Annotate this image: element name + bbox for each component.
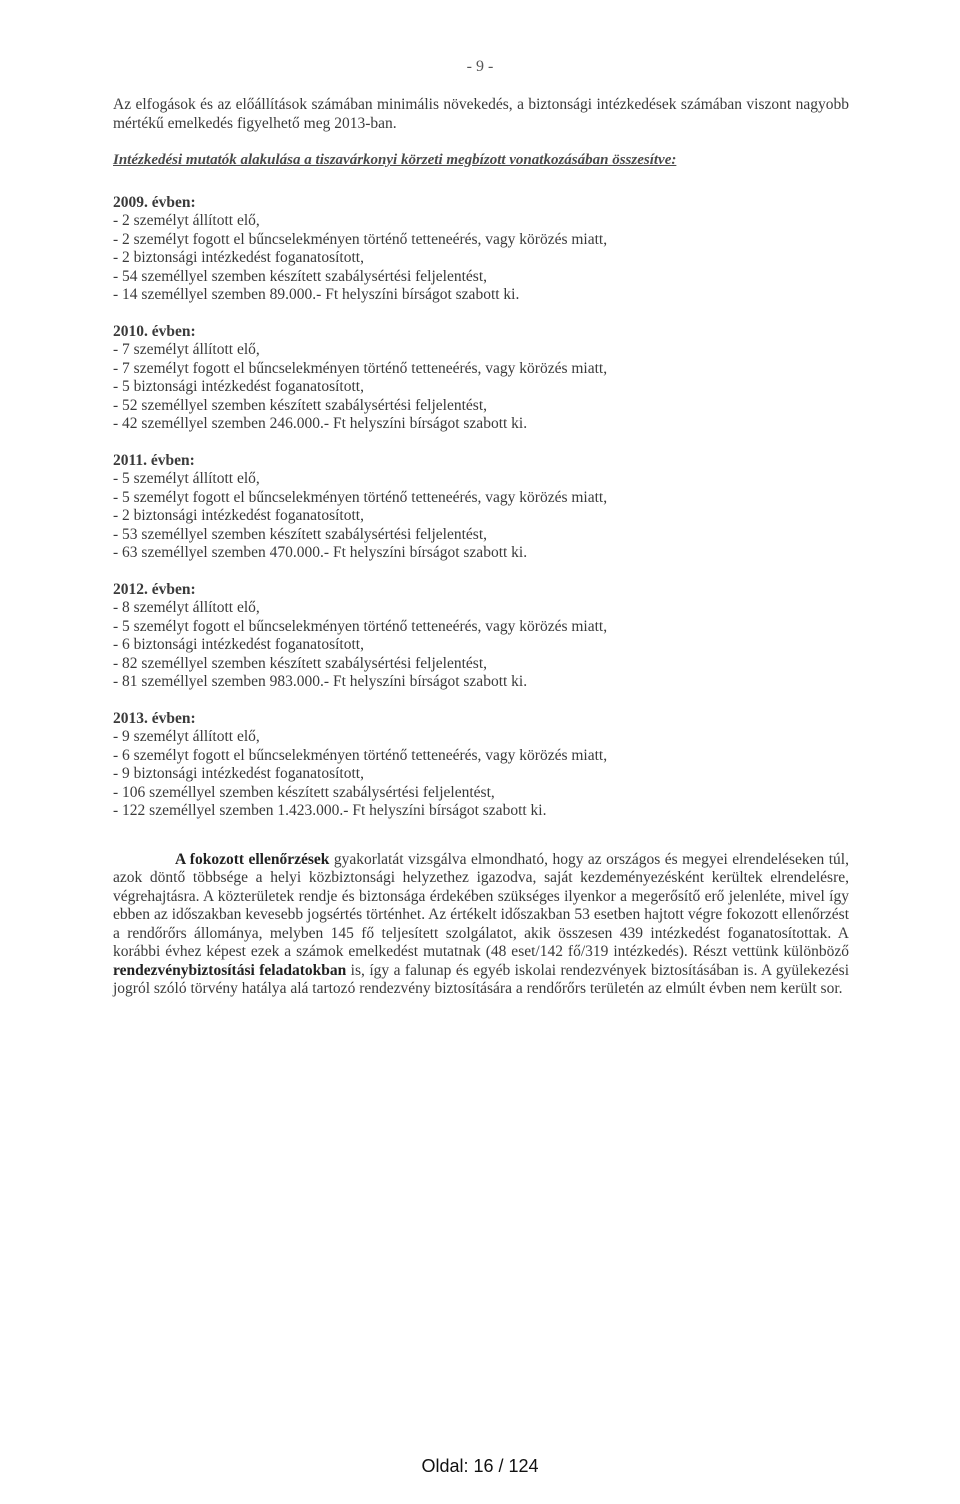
- list-item: - 5 személyt állított elő,: [113, 470, 260, 487]
- year-items: [113, 599, 849, 692]
- list-item: - 8 személyt állított elő,: [113, 599, 260, 616]
- list-item: - 52 személlyel szemben készített szabálysértési feljelentést,: [113, 396, 488, 414]
- year-items: [113, 341, 849, 434]
- year-heading: 2012. évben:: [113, 580, 196, 598]
- list-item: - 82 személlyel szemben készített szabálysértési feljelentést,: [113, 654, 488, 672]
- page-footer: Oldal: 16 / 124: [421, 1456, 539, 1476]
- list-item: - 5 személyt fogott el bűncselekményen történő tetteneérés, vagy körözés miatt,: [113, 617, 608, 635]
- list-item: - 54 személlyel szemben készített szabálysértési feljelentést,: [113, 267, 488, 285]
- list-item: - 122 személlyel szemben 1.423.000.- Ft helyszíni bírságot szabott ki.: [113, 802, 547, 819]
- year-heading: 2009. évben:: [113, 193, 196, 211]
- list-item: - 53 személlyel szemben készített szabálysértési feljelentést,: [113, 525, 488, 543]
- year-block-2009: [113, 194, 849, 305]
- year-block-2010: [113, 323, 849, 434]
- list-item: - 5 személyt fogott el bűncselekményen történő tetteneérés, vagy körözés miatt,: [113, 488, 608, 506]
- document-body: [113, 96, 849, 1014]
- list-item: - 63 személlyel szemben 470.000.- Ft helyszíni bírságot szabott ki.: [113, 544, 528, 561]
- bold-phrase: A fokozott ellenőrzések: [175, 850, 330, 868]
- intro-paragraph: Az elfogások és az előállítások számában minimális növekedés, a biztonsági intézkedések számában viszont nagyobb mértékű emelkedés figyelhető meg 2013-ban.: [113, 96, 849, 132]
- list-item: - 42 személlyel szemben 246.000.- Ft helyszíni bírságot szabott ki.: [113, 415, 528, 432]
- year-heading: 2013. évben:: [113, 709, 196, 727]
- list-item: - 6 személyt fogott el bűncselekményen történő tetteneérés, vagy körözés miatt,: [113, 746, 608, 764]
- list-item: - 2 biztonsági intézkedést foganatosított,: [113, 507, 364, 524]
- list-item: - 81 személlyel szemben 983.000.- Ft helyszíni bírságot szabott ki.: [113, 673, 528, 690]
- list-item: - 2 személyt állított elő,: [113, 212, 260, 229]
- section-heading: Intézkedési mutatók alakulása a tiszavárkonyi körzeti megbízott vonatkozásában összesítve:: [113, 152, 677, 168]
- list-item: - 7 személyt állított elő,: [113, 341, 260, 358]
- year-block-2011: [113, 452, 849, 563]
- list-item: - 5 biztonsági intézkedést foganatosított,: [113, 378, 364, 395]
- year-items: [113, 470, 849, 563]
- list-item: - 2 biztonsági intézkedést foganatosított,: [113, 249, 364, 266]
- list-item: - 6 biztonsági intézkedést foganatosított,: [113, 636, 364, 653]
- year-items: [113, 212, 849, 305]
- yearly-statistics: [113, 194, 849, 821]
- year-block-2013: [113, 710, 849, 821]
- bold-phrase: rendezvénybiztosítási feladatokban: [113, 961, 347, 979]
- paragraph-text: gyakorlatát vizsgálva elmondható, hogy az országos és megyei elrendeléseken túl, azok döntő többsége a helyi közbiztonsági helyzethez igazodva, saját kezdeményezésként kerültek elrendelésre, végrehajtásra. A közterületek rendje és biztonsága érdekében szükséges ilyenkor a megerősítő erő jelenléte, mivel így ebben az időszakban kevesebb jogsértés történhet. Az értékelt időszakban 53 esetben hajtott végre fokozott ellenőrzést a rendőrőrs állománya, melyben 145 fő teljesített szolgálatot, akik összesen 439 intézkedést foganatosítottak. A korábbi évhez képest ezek a számok emelkedést mutatnak (48 eset/142 fő/319 intézkedés). Részt vettünk különböző: [113, 850, 849, 960]
- list-item: - 106 személlyel szemben készített szabálysértési feljelentést,: [113, 783, 495, 801]
- list-item: - 2 személyt fogott el bűncselekményen történő tetteneérés, vagy körözés miatt,: [113, 230, 608, 248]
- closing-paragraph: [113, 851, 849, 999]
- year-heading: 2011. évben:: [113, 451, 195, 469]
- list-item: - 14 személlyel szemben 89.000.- Ft helyszíni bírságot szabott ki.: [113, 286, 520, 303]
- paragraph-text: is, így a falunap és egyéb iskolai rendezvények biztosításában is. A gyülekezési jogról szóló törvény hatálya alá tartozó rendezvény biztosítására a rendőrőrs területén az elmúlt évben nem került sor.: [113, 961, 849, 997]
- list-item: - 7 személyt fogott el bűncselekményen történő tetteneérés, vagy körözés miatt,: [113, 359, 608, 377]
- page-number: - 9 -: [466, 58, 494, 75]
- year-heading: 2010. évben:: [113, 322, 196, 340]
- year-items: [113, 728, 849, 821]
- year-block-2012: [113, 581, 849, 692]
- list-item: - 9 személyt állított elő,: [113, 728, 260, 745]
- list-item: - 9 biztonsági intézkedést foganatosított,: [113, 765, 364, 782]
